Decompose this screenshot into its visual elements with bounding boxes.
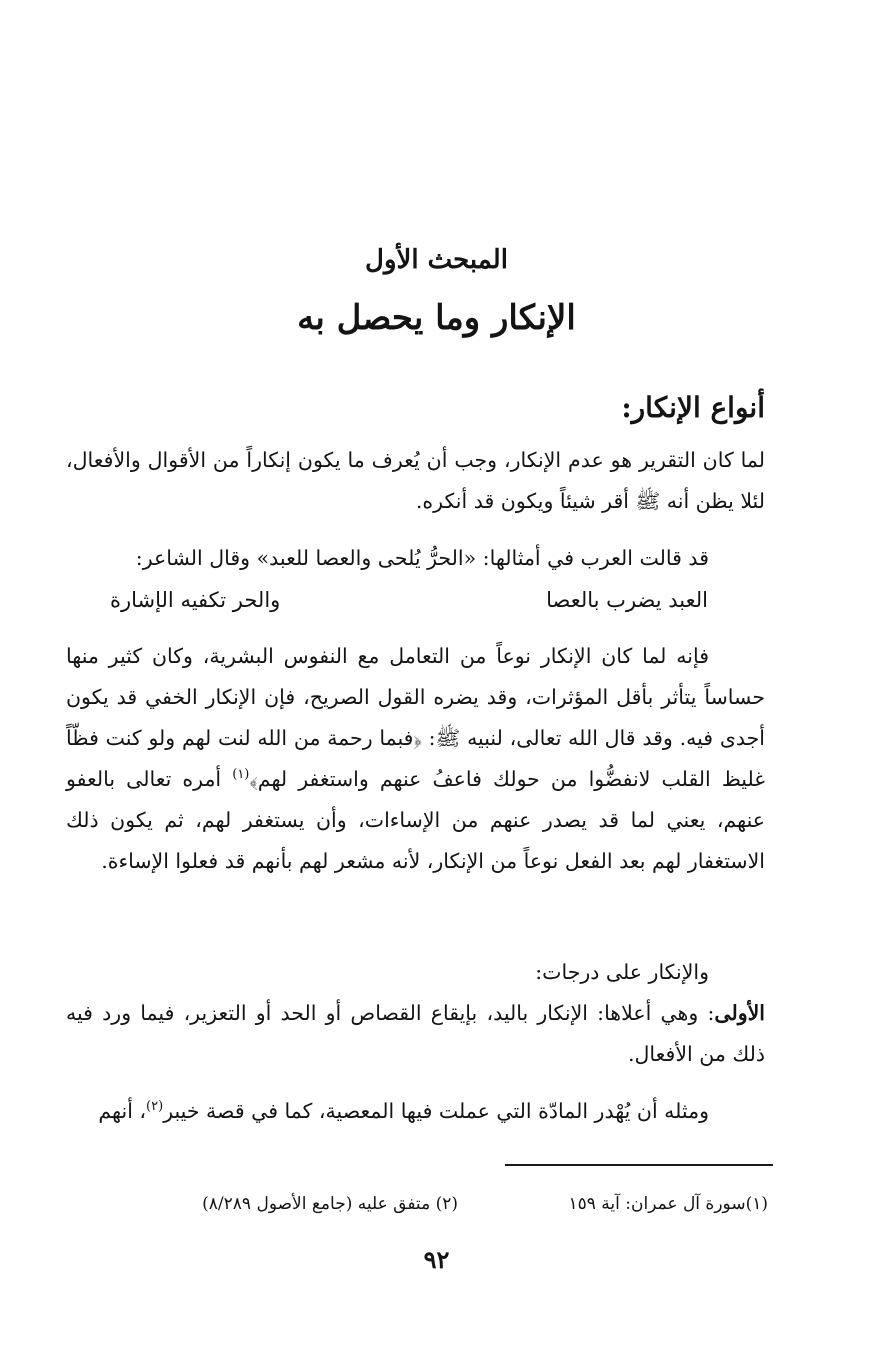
paragraph-example — [66, 1091, 765, 1132]
footnote-divider — [505, 1164, 773, 1166]
paragraph-text: والإنكار على درجات: — [535, 960, 709, 984]
poem-verse — [110, 580, 708, 620]
paragraph-degrees-intro — [66, 952, 765, 993]
paragraph-explanation — [66, 636, 765, 882]
verse-second-hemistich: والحر تكفيه الإشارة — [110, 588, 281, 612]
paragraph-text: : وهي أعلاها: الإنكار باليد، بإيقاع القصاص أو الحد أو التعزير، فيما ورد فيه ذلك من الأفعال. — [66, 1001, 765, 1066]
paragraph-text: لما كان التقرير هو عدم الإنكار، وجب أن يُعرف ما يكون إنكاراً من الأقوال والأفعال، لئلا يظن أنه ﷺ أقر شيئاً ويكون قد أنكره. — [66, 448, 765, 513]
footnote-2: (٢) متفق عليه (جامع الأصول ٨/٢٨٩) — [202, 1194, 458, 1214]
paragraph-first-degree — [66, 993, 765, 1075]
footnote-1: (١)سورة آل عمران: آية ١٥٩ — [568, 1194, 768, 1214]
page-number: ٩٢ — [423, 1245, 450, 1274]
paragraph-text: أمره تعالى بالعفو عنهم، يعني لما قد يصدر عنهم من الإساءات، وأن يستغفر لهم، ثم يكون ذلك الاستغفار لهم بعد الفعل نوعاً من الإنكار، لأنه مشعر لهم بأنهم قد فعلوا الإساءة. — [66, 767, 765, 873]
paragraph-definition — [66, 440, 765, 522]
degree-label: الأولى — [714, 1001, 765, 1025]
paragraph-text: فإنه لما كان الإنكار نوعاً من التعامل مع النفوس البشرية، وكان كثير منها حساساً يتأثر بأقل المؤثرات، وقد يضره القول الصريح، فإن الإنكار الخفي قد يكون أجدى فيه. وقد قال الله تعالى، لنبيه ﷺ: ﴿فبما رحمة من الله لنت لهم ولو كنت فظّاً غليظ القلب لانفضُّوا من حولك فاعفُ عنهم واستغفر لهم﴾ — [66, 644, 765, 791]
chapter-subtitle: الإنكار وما يحصل به — [297, 298, 576, 338]
footnote-ref-1[interactable]: (١) — [232, 767, 250, 783]
section-heading: أنواع الإنكار: — [621, 391, 765, 424]
chapter-title: المبحث الأول — [365, 245, 508, 275]
verse-first-hemistich: العبد يضرب بالعصا — [546, 588, 708, 612]
paragraph-proverb — [66, 538, 765, 579]
footnote-ref-2[interactable]: (٢) — [146, 1099, 164, 1115]
paragraph-text: ومثله أن يُهْدر المادّة التي عملت فيها المعصية، كما في قصة خيبر — [163, 1099, 709, 1123]
paragraph-text: ، أنهم — [98, 1099, 147, 1123]
paragraph-text: قد قالت العرب في أمثالها: «الحرُّ يُلحى والعصا للعبد» وقال الشاعر: — [135, 546, 709, 570]
